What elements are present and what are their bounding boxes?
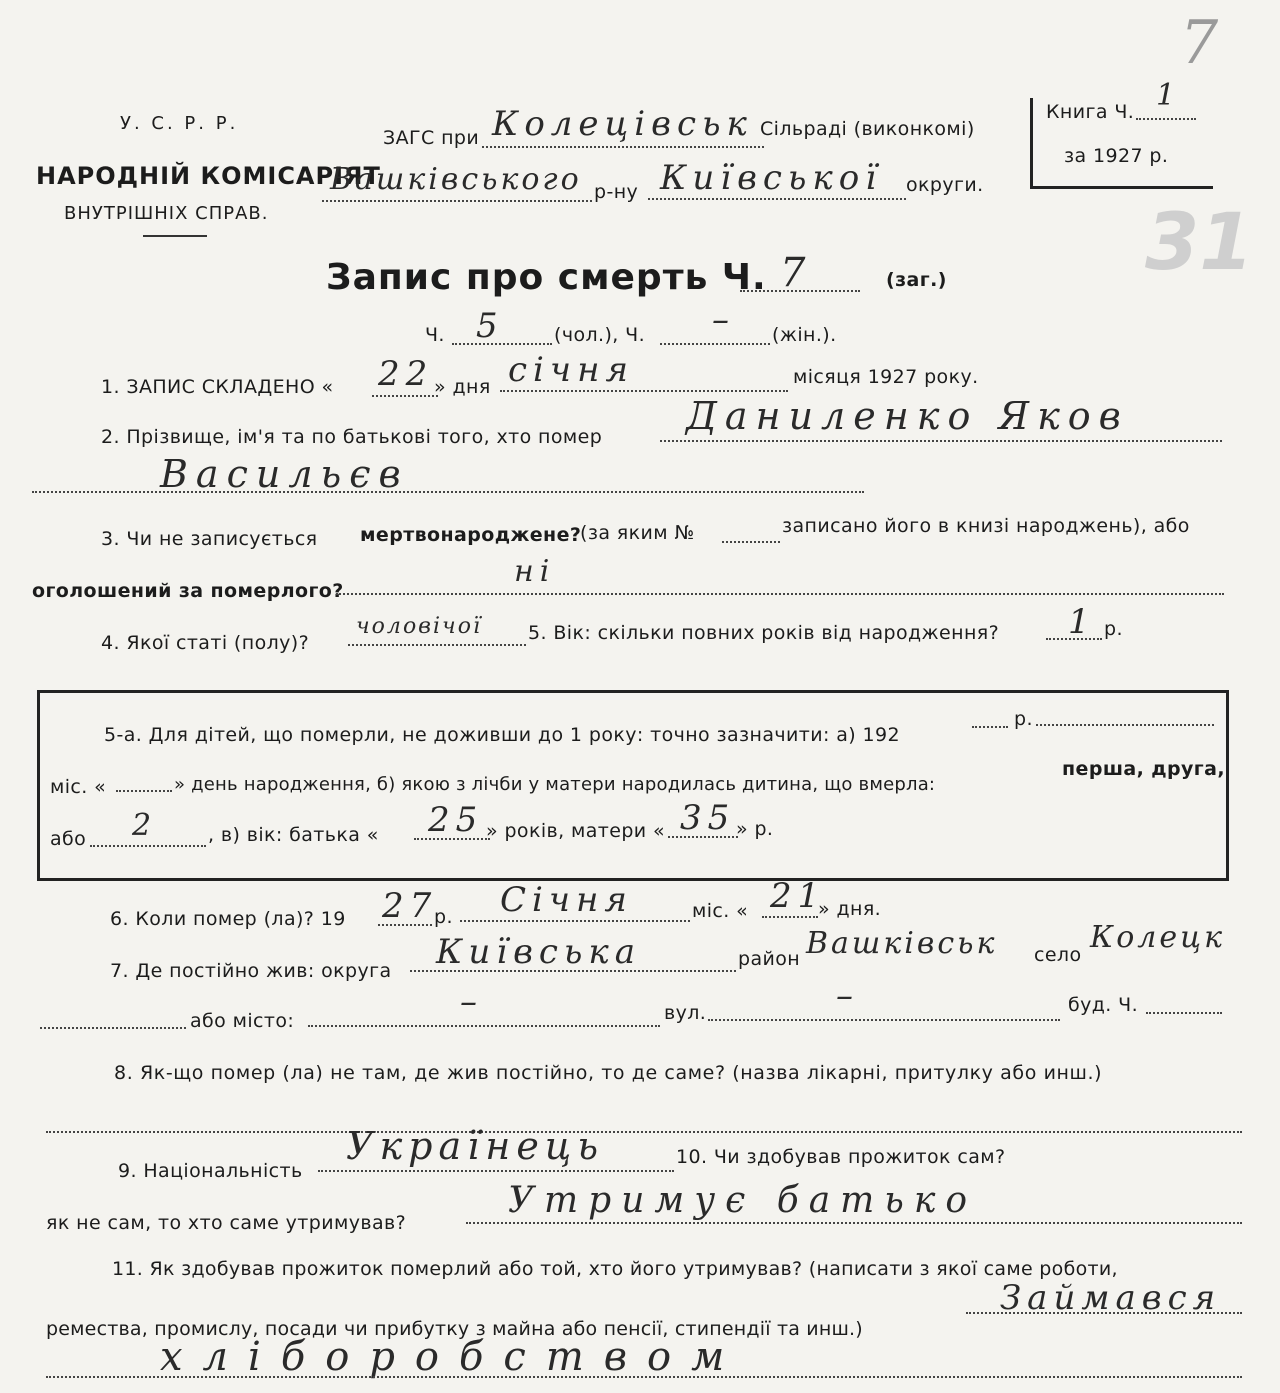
q7-bud-line	[1146, 1012, 1222, 1014]
q3-label-stillborn: мертвонароджене?	[360, 524, 582, 546]
q10-answer-hw: Утримує батько	[508, 1180, 978, 1221]
q5-label: 5. Вік: скільки повних років від народження?	[528, 622, 1000, 644]
q1-month-line	[500, 390, 788, 392]
okruha-label: округи.	[906, 174, 984, 196]
q11-answer-hw: Займався	[1000, 1278, 1222, 1318]
q6-year-line	[378, 924, 432, 926]
q7-misto-pre-line	[40, 1027, 186, 1029]
commissariat-label: НАРОДНІЙ КОМІСАРІЯТ	[36, 162, 381, 190]
male-label: (чол.), Ч.	[554, 324, 646, 346]
zags-village-line	[482, 146, 764, 148]
record-number-suffix: (заг.)	[886, 269, 947, 291]
q3-label-d: записано його в книзі народжень), або	[782, 515, 1190, 537]
q6-r: р.	[434, 906, 453, 928]
q9-label: 9. Національність	[118, 1160, 303, 1182]
q9-answer-hw: Українець	[346, 1124, 605, 1168]
q7-rayon-hw: Вашківськ	[806, 926, 998, 961]
q5-answer-hw: 1	[1068, 602, 1096, 642]
q2-label: 2. Прізвище, ім'я та по батькові того, хто помер	[101, 426, 603, 448]
q7-misto-line	[308, 1025, 660, 1027]
q11-label2: ремества, промислу, посади чи прибутку з майна або пенсії, стипендії та инш.)	[46, 1318, 863, 1340]
q6-day-tail: » дня.	[818, 898, 882, 920]
book-number-line	[1136, 118, 1196, 120]
q3-label-c: (за яким №	[580, 522, 695, 544]
book-year: за 1927 р.	[1064, 145, 1169, 167]
q5a-line1-end: р.	[1014, 708, 1033, 730]
q5a-line2-b: » день народження, б) якою з лічби у матери народилась дитина, що вмерла:	[174, 774, 936, 795]
q3-label-a: 3. Чи не записується	[101, 528, 318, 550]
q6-month-line	[460, 920, 690, 922]
q7-okruha-line	[410, 970, 736, 972]
q3-answer-hw: ні	[514, 554, 556, 589]
q7-misto-label: або місто:	[190, 1010, 295, 1032]
q5a-mother-line	[668, 836, 738, 838]
header-rule	[143, 235, 207, 237]
q11-label: 11. Як здобував прожиток померлий або той, хто його утримував? (написати з якої саме роботи,	[112, 1258, 1118, 1280]
q5a-end-line	[1036, 724, 1214, 726]
q1-day-label: » дня	[434, 376, 491, 398]
q8-label: 8. Як-що помер (ла) не там, де жив постійно, то де саме? (назва лікарні, притулку або инш.)	[114, 1062, 1103, 1084]
q10-label2: як не сам, то хто саме утримував?	[46, 1212, 407, 1234]
q2-name-line	[660, 440, 1222, 442]
department-label: ВНУТРІШНІХ СПРАВ.	[64, 203, 269, 224]
zags-village-hw: Колецівськ	[492, 104, 753, 144]
male-count-line	[452, 343, 552, 345]
male-count-hw: 5	[476, 306, 504, 346]
zags-prefix: ЗАГС при	[383, 127, 480, 149]
q5a-year-line	[972, 726, 1008, 728]
q1-month-hw: січня	[508, 350, 634, 390]
q1-day-hw: 22	[378, 354, 434, 394]
q7-label: 7. Де постійно жив: округа	[110, 960, 392, 982]
book-label: Книга Ч.	[1046, 101, 1135, 123]
q7-vul-label: вул.	[664, 1002, 707, 1024]
q7-vul-line	[708, 1019, 1060, 1021]
female-label: (жін.).	[772, 324, 837, 346]
book-number-hw: 1	[1156, 78, 1182, 113]
q5a-line2-c: перша, друга,	[1062, 758, 1225, 780]
q6-label: 6. Коли помер (ла)? 19	[110, 908, 346, 930]
q3-answer-line	[336, 593, 1224, 595]
q8-answer-line	[46, 1131, 1242, 1133]
q5a-line2-a: міс. «	[50, 776, 107, 798]
q2-name-hw: Даниленко Яков	[686, 394, 1129, 438]
q5a-child-hw: 2	[132, 808, 158, 843]
record-number-hw: 7	[780, 250, 812, 296]
okruha-line	[648, 198, 906, 200]
q5a-father-hw: 25	[428, 800, 484, 840]
q5-answer-line	[1046, 638, 1102, 640]
q7-misto-hw: –	[460, 982, 483, 1022]
q5a-line3-a: або	[50, 828, 87, 850]
q11-answer-line	[966, 1312, 1242, 1314]
q6-mis: міс. «	[692, 900, 749, 922]
q4-answer-hw: чоловічої	[356, 614, 482, 639]
q5a-line3-b: , в) вік: батька «	[208, 824, 379, 846]
district-label: р-ну	[594, 181, 639, 203]
district-line	[322, 200, 592, 202]
female-count-hw: –	[712, 300, 735, 340]
okruha-hw: Київської	[660, 158, 883, 198]
q5a-month-line	[116, 790, 172, 792]
q2-patronymic-line	[32, 491, 864, 493]
male-count-label: Ч.	[425, 324, 445, 346]
q7-bud-label: буд. Ч.	[1068, 994, 1139, 1016]
q5a-line3-c: » років, матери «	[486, 820, 665, 842]
q6-day-hw: 21	[770, 876, 826, 916]
q2-patronymic-hw: Васильєв	[160, 452, 409, 496]
q5a-line3-d: » р.	[736, 818, 774, 840]
q7-rayon-label: район	[738, 948, 801, 970]
q7-vul-hw: –	[836, 976, 859, 1016]
q5a-child-line	[90, 845, 206, 847]
q1-day-line	[372, 395, 438, 397]
q11-answer2-hw: хліборобством	[160, 1334, 745, 1380]
district-hw: Вашківського	[330, 162, 582, 197]
zags-suffix: Сільраді (виконкомі)	[760, 118, 975, 140]
q7-selo-label: село	[1034, 944, 1082, 966]
record-title: Запис про смерть Ч.	[326, 257, 767, 298]
q5a-mother-hw: 35	[680, 798, 736, 838]
q4-label: 4. Якої статі (полу)?	[101, 632, 310, 654]
q7-okruha-hw: Київська	[436, 932, 642, 972]
q9-answer-line	[318, 1170, 674, 1172]
q10-answer-line	[466, 1222, 1242, 1224]
q6-month-hw: Січня	[500, 880, 633, 920]
corner-mark-hw: 7	[1180, 8, 1225, 78]
q11-answer2-line	[46, 1376, 1242, 1378]
q3-number-line	[722, 541, 780, 543]
q10-label: 10. Чи здобував прожиток сам?	[676, 1146, 1006, 1168]
faint-stamp: 31	[1145, 198, 1254, 288]
q5a-line1: 5-а. Для дітей, що померли, не доживши до 1 року: точно зазначити: а) 192	[104, 724, 901, 746]
q1-tail: місяця 1927 року.	[793, 366, 979, 388]
q6-year-hw: 27	[382, 886, 438, 926]
q7-selo-hw: Колецк	[1090, 920, 1225, 955]
female-count-line	[660, 343, 770, 345]
q4-answer-line	[348, 644, 526, 646]
q5-unit: р.	[1104, 618, 1123, 640]
record-number-line	[740, 290, 860, 292]
q6-day-line	[762, 916, 818, 918]
republic-label: У. С. Р. Р.	[120, 113, 239, 134]
q5a-father-line	[414, 838, 490, 840]
q1-label: 1. ЗАПИС СКЛАДЕНО «	[101, 376, 334, 398]
q3-label-declared: оголошений за померлого?	[32, 580, 344, 602]
